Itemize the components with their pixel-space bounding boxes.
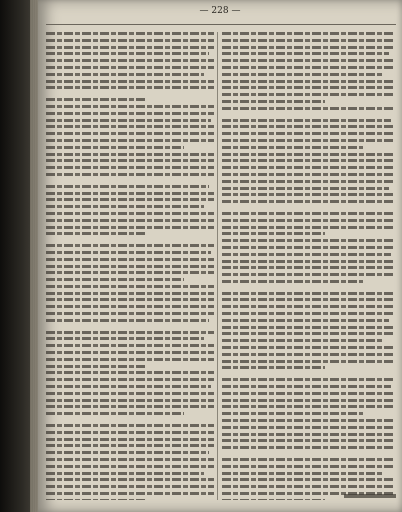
text-line — [222, 332, 394, 335]
text-line — [46, 139, 214, 142]
text-line — [46, 331, 214, 334]
text-line — [46, 80, 214, 83]
text-line — [222, 326, 394, 329]
text-line — [46, 52, 209, 55]
text-line — [46, 46, 214, 49]
text-line — [46, 226, 214, 229]
header-rule — [46, 24, 396, 25]
text-line — [222, 66, 394, 69]
text-line — [222, 166, 394, 169]
text-line — [46, 424, 214, 427]
text-line — [46, 319, 209, 322]
text-line — [46, 385, 211, 388]
text-line — [46, 365, 147, 368]
text-line — [222, 485, 394, 488]
text-line — [222, 59, 394, 62]
text-line — [46, 86, 214, 89]
left-column — [46, 32, 214, 500]
text-line — [46, 451, 209, 454]
text-line — [46, 73, 204, 76]
text-line — [46, 465, 214, 468]
text-line — [222, 412, 363, 415]
text-line — [222, 239, 394, 242]
text-line — [222, 446, 394, 449]
text-line — [46, 351, 214, 354]
text-line — [222, 200, 394, 203]
text-line — [46, 305, 214, 308]
text-line — [46, 251, 211, 254]
page-header: — 228 — — [199, 6, 241, 16]
text-line — [46, 205, 204, 208]
text-line — [46, 59, 214, 62]
text-line — [222, 159, 394, 162]
text-line — [46, 219, 214, 222]
text-line — [222, 399, 394, 402]
text-line — [46, 472, 204, 475]
text-line — [222, 292, 394, 295]
text-line — [222, 107, 394, 110]
text-line — [222, 260, 394, 263]
text-line — [46, 166, 214, 169]
text-line — [222, 125, 394, 128]
text-line — [46, 132, 214, 135]
text-line — [222, 119, 391, 122]
text-line — [222, 193, 394, 196]
text-line — [222, 312, 394, 315]
text-line — [222, 405, 394, 408]
text-line — [46, 271, 214, 274]
text-line — [222, 246, 394, 249]
text-line — [222, 478, 394, 481]
text-line — [46, 285, 214, 288]
text-line — [222, 139, 394, 142]
text-line — [46, 278, 184, 281]
text-line — [222, 39, 394, 42]
text-line — [222, 439, 394, 442]
text-line — [222, 339, 384, 342]
text-line — [46, 444, 214, 447]
text-line — [46, 371, 214, 374]
text-line — [46, 492, 214, 495]
text-line — [46, 499, 147, 500]
text-line — [46, 438, 214, 441]
text-line — [222, 319, 389, 322]
text-line — [222, 499, 325, 500]
text-line — [46, 146, 184, 149]
text-line — [222, 266, 394, 269]
text-line — [222, 273, 394, 276]
text-line — [222, 465, 394, 468]
text-line — [222, 472, 384, 475]
text-line — [46, 39, 214, 42]
text-line — [46, 431, 214, 434]
text-line — [46, 119, 211, 122]
text-line — [46, 265, 214, 268]
text-line — [46, 412, 184, 415]
text-line — [222, 253, 391, 256]
text-line — [222, 173, 394, 176]
text-line — [46, 159, 214, 162]
text-line — [46, 378, 214, 381]
text-line — [46, 244, 214, 247]
text-line — [46, 66, 214, 69]
text-line — [46, 232, 147, 235]
text-line — [222, 280, 363, 283]
text-line — [222, 100, 325, 103]
page — [38, 0, 402, 512]
column-divider — [217, 32, 218, 500]
text-line — [222, 353, 394, 356]
text-line — [222, 46, 394, 49]
text-line — [46, 312, 214, 315]
text-line — [46, 258, 214, 261]
text-line — [222, 93, 394, 96]
right-column — [222, 32, 394, 500]
text-line — [222, 219, 394, 222]
text-line — [222, 232, 325, 235]
text-line — [46, 212, 214, 215]
text-line — [222, 187, 389, 190]
closing-line — [344, 494, 396, 498]
text-line — [46, 358, 214, 361]
text-line — [46, 478, 214, 481]
text-line — [222, 52, 389, 55]
text-line — [46, 173, 214, 176]
text-line — [222, 132, 394, 135]
text-line — [46, 458, 214, 461]
text-line — [222, 32, 394, 35]
text-line — [46, 485, 214, 488]
text-line — [222, 385, 391, 388]
text-line — [46, 98, 147, 101]
text-line — [222, 366, 325, 369]
text-line — [46, 125, 214, 128]
text-line — [46, 405, 214, 408]
text-line — [46, 392, 214, 395]
text-line — [222, 426, 394, 429]
text-line — [46, 185, 209, 188]
text-line — [46, 337, 204, 340]
text-line — [46, 112, 214, 115]
text-line — [222, 392, 394, 395]
text-line — [222, 212, 394, 215]
text-line — [46, 298, 214, 301]
text-line — [222, 146, 363, 149]
text-line — [222, 419, 394, 422]
text-line — [222, 180, 394, 183]
text-line — [222, 226, 394, 229]
text-line — [46, 344, 214, 347]
text-line — [222, 153, 394, 156]
text-line — [222, 73, 384, 76]
text-line — [46, 399, 214, 402]
text-line — [222, 298, 394, 301]
text-line — [222, 433, 394, 436]
text-line — [46, 198, 214, 201]
text-line — [222, 86, 394, 89]
text-line — [222, 458, 394, 461]
text-line — [46, 192, 214, 195]
text-line — [222, 378, 394, 381]
text-line — [46, 153, 214, 156]
text-line — [222, 346, 394, 349]
text-line — [222, 305, 394, 308]
text-line — [46, 105, 214, 108]
text-line — [46, 32, 214, 35]
text-line — [222, 360, 394, 363]
text-line — [46, 292, 214, 295]
text-line — [222, 80, 394, 83]
